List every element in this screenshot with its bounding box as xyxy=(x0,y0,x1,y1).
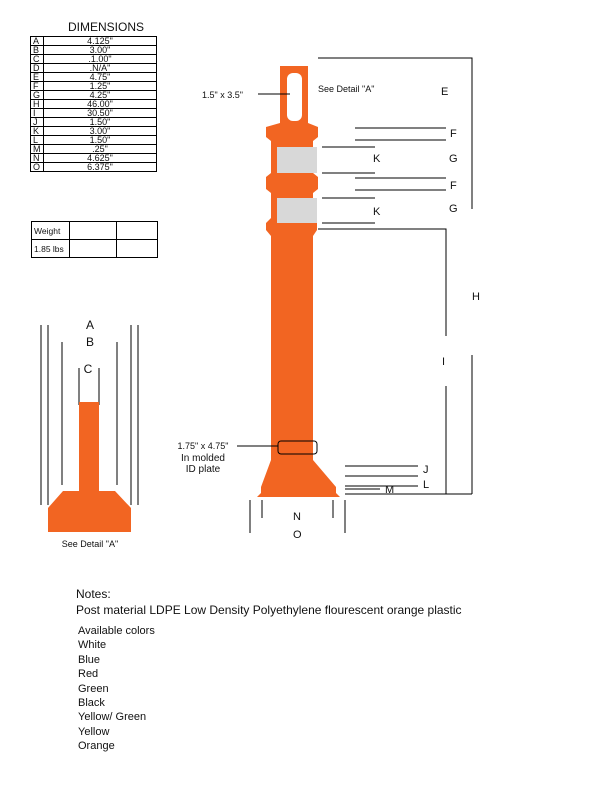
letter-g-lower: G xyxy=(449,203,458,215)
detail-a-base-shape xyxy=(48,402,131,532)
notes-heading: Notes: xyxy=(76,587,111,601)
reflective-band-lower xyxy=(277,198,317,223)
color-item: Blue xyxy=(78,653,101,666)
letter-e: E xyxy=(441,86,449,98)
color-item: Green xyxy=(78,682,109,695)
dimension-value: .1.00" xyxy=(44,55,157,64)
color-item: Orange xyxy=(78,740,115,753)
color-item: White xyxy=(78,639,107,652)
notes-section xyxy=(76,586,462,618)
dimension-value: .25" xyxy=(44,145,157,154)
id-plate-line1: In molded xyxy=(181,453,225,464)
letter-m: M xyxy=(385,484,395,496)
letter-g-upper: G xyxy=(449,153,458,165)
detail-letter-a: A xyxy=(85,318,95,332)
dimension-value: 1.25" xyxy=(44,82,157,91)
letter-f-upper: F xyxy=(450,128,457,140)
reflective-band-upper xyxy=(277,147,317,173)
dimension-key: H xyxy=(31,100,44,109)
dimension-value: 6.375" xyxy=(44,163,157,172)
colors-heading: Available colors xyxy=(78,625,155,637)
dimension-key: C xyxy=(31,55,44,64)
dimension-key: L xyxy=(31,136,44,145)
letter-h: H xyxy=(472,291,480,303)
detail-letter-c: C xyxy=(83,362,93,376)
letter-i: I xyxy=(442,356,446,368)
dimension-key: D xyxy=(31,64,44,73)
letter-l: L xyxy=(423,479,430,491)
letter-f-lower: F xyxy=(450,180,457,192)
dimension-key: E xyxy=(31,73,44,82)
dimension-value: .N/A" xyxy=(44,64,157,73)
dimension-key: F xyxy=(31,82,44,91)
weight-label: Weight xyxy=(32,222,70,240)
dimension-key: N xyxy=(31,154,44,163)
detail-caption: See Detail "A" xyxy=(61,539,119,549)
detail-letter-b: B xyxy=(85,335,95,349)
dimension-value: 46.00" xyxy=(44,100,157,109)
dimension-value: 3.00" xyxy=(44,127,157,136)
dimension-key: A xyxy=(31,37,44,46)
dimension-key: M xyxy=(31,145,44,154)
dimension-key: J xyxy=(31,118,44,127)
id-plate-size-label: 1.75" x 4.75" xyxy=(177,441,229,451)
top-size-label: 1.5" x 3.5" xyxy=(202,90,243,100)
letter-k-upper: K xyxy=(373,153,381,165)
dimension-value: 3.00" xyxy=(44,46,157,55)
dimension-key: O xyxy=(31,163,44,172)
color-item: Black xyxy=(78,697,105,710)
letter-n: N xyxy=(293,511,301,523)
dimension-key: K xyxy=(31,127,44,136)
dimension-value: 4.25" xyxy=(44,91,157,100)
dimension-key: B xyxy=(31,46,44,55)
post-body xyxy=(257,66,340,497)
post-drawing xyxy=(178,58,480,541)
see-detail-label: See Detail "A" xyxy=(318,84,375,94)
detail-a-drawing xyxy=(41,318,138,549)
dimension-key: I xyxy=(31,109,44,118)
letter-k-lower: K xyxy=(373,206,381,218)
letter-o: O xyxy=(293,529,302,541)
weight-value: 1.85 lbs xyxy=(32,240,70,258)
dimension-value: 30.50" xyxy=(44,109,157,118)
color-item: Red xyxy=(78,668,99,681)
color-item: Yellow xyxy=(78,725,110,738)
available-colors-list xyxy=(78,624,155,754)
dimension-value: 4.75" xyxy=(44,73,157,82)
post-top-slot xyxy=(287,73,302,121)
dimension-value: 1.50" xyxy=(44,118,157,127)
dimensions-title: DIMENSIONS xyxy=(67,20,144,34)
dimension-value: 1.50" xyxy=(44,136,157,145)
dimension-value: 4.125" xyxy=(44,37,157,46)
dimension-key: G xyxy=(31,91,44,100)
notes-material: Post material LDPE Low Density Polyethylene flourescent orange plastic xyxy=(76,603,462,617)
id-plate-line2: ID plate xyxy=(185,464,221,475)
dimension-value: 4.625" xyxy=(44,154,157,163)
letter-j: J xyxy=(423,464,429,476)
color-item: Yellow/ Green xyxy=(78,711,147,724)
